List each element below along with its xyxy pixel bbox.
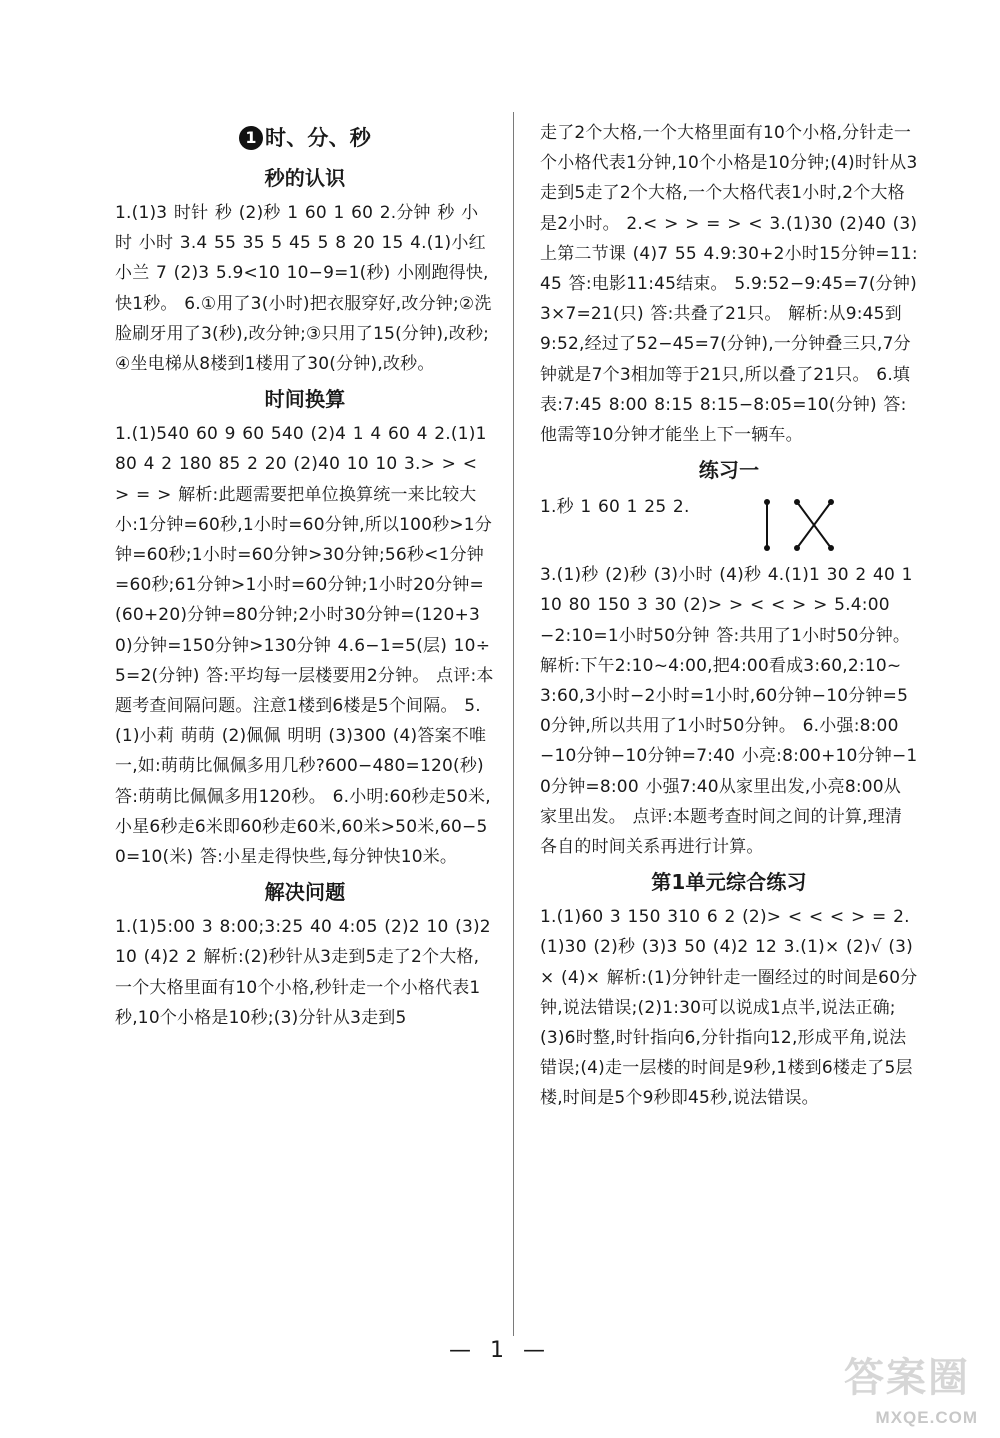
watermark-url: MXQE.COM <box>875 1408 978 1427</box>
section-text-lianxi: 3.(1)秒 (2)秒 (3)小时 (4)秒 4.(1)1 30 2 40 110 80 150 3 30 (2)> > < < > > 5.4:00−2:10=1小时50分钟 答:共用了1小时50分钟。 解析:下午2:10~4:00,把4:00看成3:60,2:10~3:60,3小时−2小时=1小时,60分钟−10分钟=50分钟,所以共用了1小时50分钟。 6.小强:8:00−10分钟−10分钟=7:40 小亮:8:00+10分钟−10分钟=8:00 小强7:40从家里出发,小亮8:00从家里出发。 点评:本题考查时间之间的计算,理清各自的时间关系再进行计算。 <box>540 565 918 858</box>
matching-answer <box>540 490 918 560</box>
right-column <box>540 118 918 1114</box>
page-number: — 1 — <box>449 1338 551 1363</box>
section-title-jiejue: 解决问题 <box>264 880 346 905</box>
left-column <box>115 118 495 1033</box>
section-title-miao: 秒的认识 <box>264 166 346 190</box>
watermark <box>828 1346 978 1428</box>
column-divider <box>513 112 514 1336</box>
lianxi-q1-text: 1.秒 1 60 1 25 2. <box>540 497 690 518</box>
section-text-zonghe: 1.(1)60 3 150 310 6 2 (2)> < < < > = 2.(1)30 (2)秒 (3)3 50 (4)2 12 3.(1)× (2)√ (3)× (4)× 解析:(1)分钟针走一圈经过的时间是60分钟,说法错误;(2)1:30可以说成1点半,说法正确;(3)6时整,时针指向6,分针指向12,形成平角,说法错误;(4)走一层楼的时间是9秒,1楼到6楼走了5层楼,时间是5个9秒即45秒,说法错误。 <box>540 907 918 1109</box>
chapter-number-badge: 1 <box>239 126 263 150</box>
chapter-title: 时、分、秒 <box>265 126 371 150</box>
section-title-zonghe: 第1单元综合练习 <box>651 870 807 895</box>
section-text-miao: 1.(1)3 时针 秒 (2)秒 1 60 1 60 2.分钟 秒 小时 小时 3.4 55 35 5 45 5 8 20 15 4.(1)小红 小兰 7 (2)3 5.9<10 10−9=1(秒) 小刚跑得快,快1秒。 6.①用了3(小时)把衣服穿好,改分钟;②洗脸刷牙用了3(秒),改分钟;③只用了15(分钟),改秒;④坐电梯从8楼到1楼用了30(分钟),改秒。 <box>115 203 492 375</box>
section-title-lianxi: 练习一 <box>698 458 760 483</box>
section-text-jiejue: 1.(1)5:00 3 8:00;3:25 40 4:05 (2)2 10 (3)2 10 (4)2 2 解析:(2)秒针从3走到5走了2个大格,一个大格里面有10个小格,秒针走一个小格代表1秒,10个小格是10秒;(3)分针从3走到5 <box>115 917 491 1028</box>
watermark-logo: 答案圈 <box>844 1355 970 1401</box>
section-text-huansuan: 1.(1)540 60 9 60 540 (2)4 1 4 60 4 2.(1)180 4 2 180 85 2 20 (2)40 10 10 3.> > < > = > 解析:此题需要把单位换算统一来比较大小:1分钟=60秒,1小时=60分钟,所以100秒>1分钟=60秒;1小时=60分钟>30分钟;56秒<1分钟=60秒;61分钟>1小时=60分钟;1小时20分钟=(60+20)分钟=80分钟;2小时30分钟=(120+30)分钟=150分钟>130分钟 4.6−1=5(层) 10÷5=2(分钟) 答:平均每一层楼要用2分钟。 点评:本题考查间隔问题。注意1楼到6楼是5个间隔。 5.(1)小莉 萌萌 (2)佩佩 明明 (3)300 (4)答案不唯一,如:萌萌比佩佩多用几秒?600−480=120(秒)答:萌萌比佩佩多用120秒。 6.小明:60秒走50米,小星6秒走6米即60秒走60米,60米>50米,60−50=10(米) 答:小星走得快些,每分钟快10米。 <box>115 424 494 868</box>
matching-lines-diagram <box>745 496 835 556</box>
section-title-huansuan: 时间换算 <box>264 387 346 412</box>
chapter-heading <box>115 118 495 158</box>
section-text-continued: 走了2个大格,一个大格里面有10个小格,分针走一个小格代表1分钟,10个小格是10分钟;(4)时针从3走到5走了2个大格,一个大格代表1小时,2个大格是2小时。 2.< > > = > < 3.(1)30 (2)40 (3)上第二节课 (4)7 55 4.9:30+2小时15分钟=11:45 答:电影11:45结束。 5.9:52−9:45=7(分钟) 3×7=21(只) 答:共叠了21只。 解析:从9:45到9:52,经过了52−45=7(分钟),一分钟叠三只,7分钟就是7个3相加等于21只,所以叠了21只。 6.填表:7:45 8:00 8:15 8:15−8:05=10(分钟) 答:他需等10分钟才能坐上下一辆车。 <box>540 123 918 446</box>
